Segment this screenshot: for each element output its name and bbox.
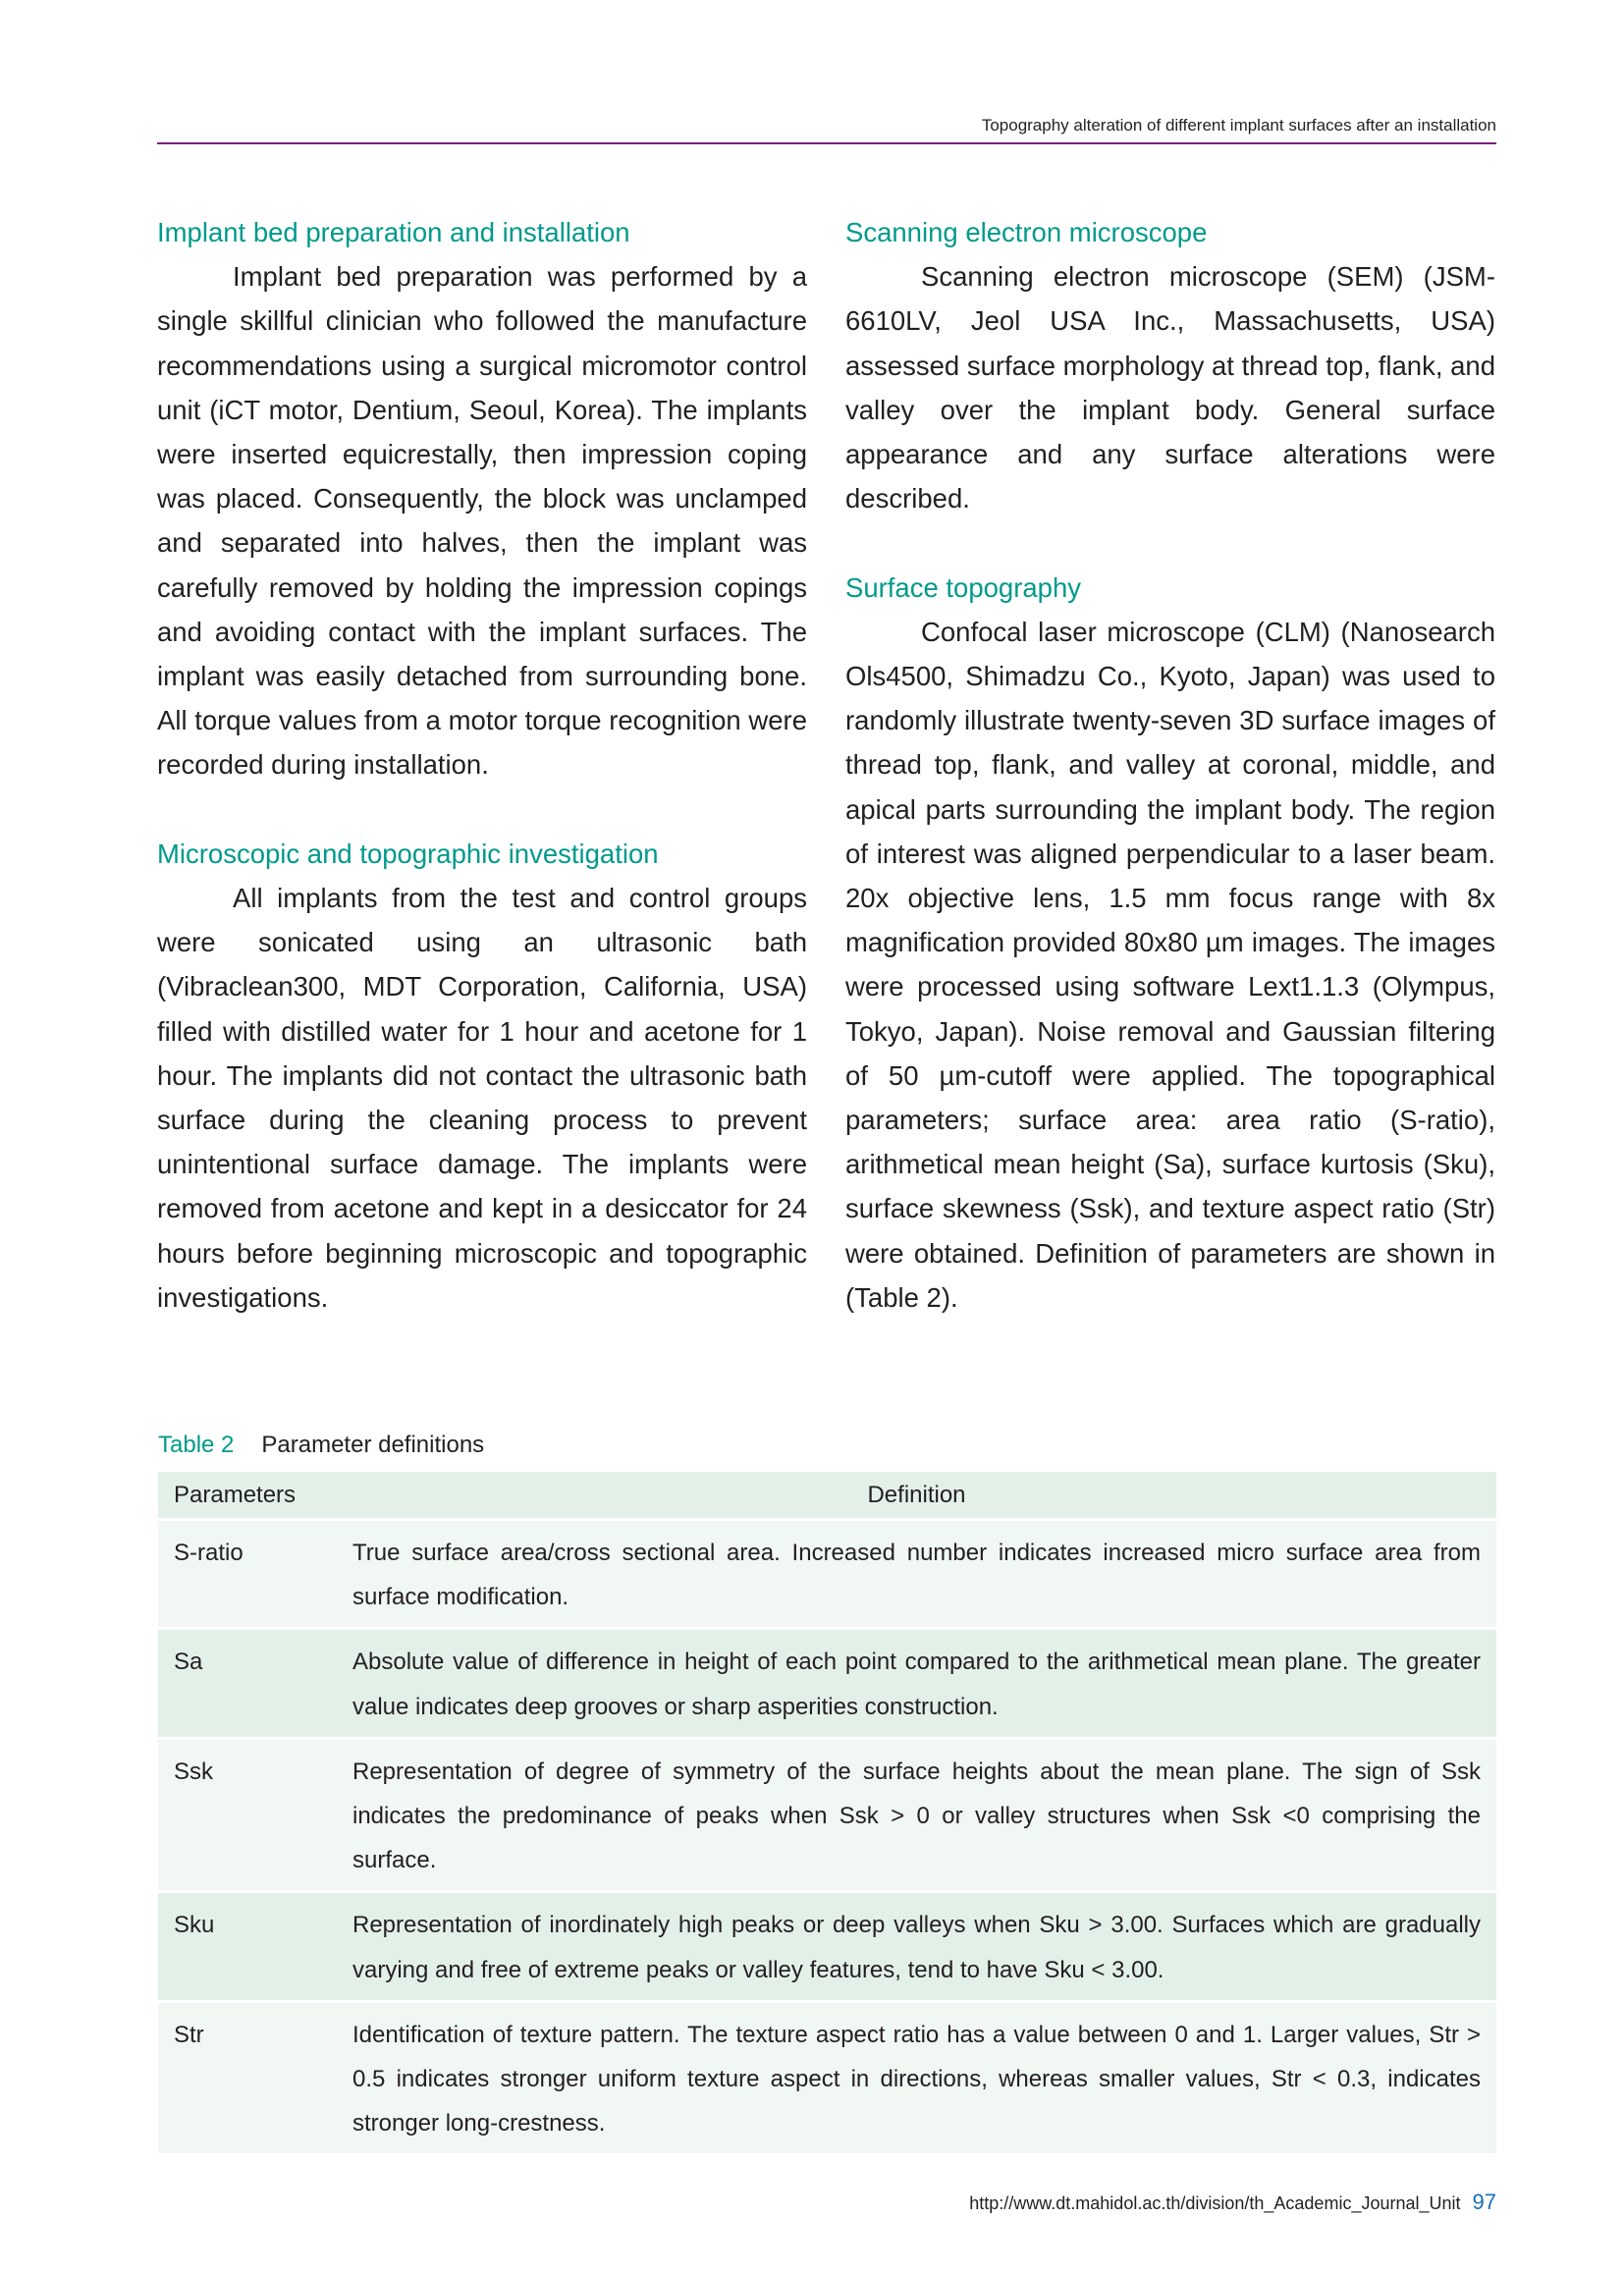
column-header-definition: Definition	[337, 1472, 1496, 1518]
definition-cell: Absolute value of difference in height of each point compared to the arithmetical mean plane. The greater value indicates deep grooves or sharp asperities construction.	[337, 1630, 1496, 1736]
table-row	[158, 1893, 1496, 1999]
parameter-cell: Ssk	[158, 1740, 337, 1891]
table-row	[158, 1740, 1496, 1891]
definition-cell: Representation of degree of symmetry of the surface heights about the mean plane. The sign of Ssk indicates the predominance of peaks when Ssk > 0 or valley structures when Ssk <0 comprising the surface.	[337, 1740, 1496, 1891]
definition-cell: True surface area/cross sectional area. Increased number indicates increased micro surface area from surface modification.	[337, 1521, 1496, 1627]
column-header-parameters: Parameters	[158, 1472, 337, 1518]
section-body-microscopic: All implants from the test and control groups were sonicated using an ultrasonic bath (Vibraclean300, MDT Corporation, California, USA) filled with distilled water for 1 hour and acetone for 1 hour. The implants did not contact the ultrasonic bath surface during the cleaning process to prevent unintentional surface damage. The implants were removed from acetone and kept in a desiccator for 24 hours before beginning microscopic and topographic investigations.	[157, 883, 807, 1313]
section-body-implant-bed: Implant bed preparation was performed by a single skillful clinician who followed the manufacture recommendations using a surgical micromotor control unit (iCT motor, Dentium, Seoul, Korea). The implants were inserted equicrestally, then impression coping was placed. Consequently, the block was unclamped and separated into halves, then the implant was carefully removed by holding the impression copings and avoiding contact with the implant surfaces. The implant was easily detached from surrounding bone. All torque values from a motor torque recognition were recorded during installation.	[157, 261, 807, 781]
table-header-row	[158, 1472, 1496, 1518]
page-number: 97	[1472, 2190, 1496, 2214]
definition-cell: Representation of inordinately high peaks or deep valleys when Sku > 3.00. Surfaces which are gradually varying and free of extreme peaks or valley features, tend to have Sku < 3.00.	[337, 1893, 1496, 1999]
parameter-cell: Str	[158, 2003, 337, 2154]
definition-cell: Identification of texture pattern. The texture aspect ratio has a value between 0 and 1. Larger values, Str > 0.5 indicates stronger uniform texture aspect in directions, whereas smaller values, Str < 0.3, indicates stronger long-crestness.	[337, 2003, 1496, 2154]
footer-url-link[interactable]: http://www.dt.mahidol.ac.th/division/th_Academic_Journal_Unit	[969, 2193, 1461, 2213]
running-title: Topography alteration of different implant surfaces after an installation	[981, 116, 1496, 135]
table-row	[158, 1630, 1496, 1736]
section-heading-surface-topography: Surface topography	[845, 571, 1082, 603]
table-row	[158, 1521, 1496, 1627]
section-heading-sem: Scanning electron microscope	[845, 217, 1208, 247]
parameter-cell: Sku	[158, 1893, 337, 1999]
table-title: Parameter definitions	[261, 1432, 485, 1458]
section-body-sem: Scanning electron microscope (SEM) (JSM-6610LV, Jeol USA Inc., Massachusetts, USA) assessed surface morphology at thread top, flank, and valley over the implant body. General surface appearance and any surface alterations were described.	[845, 261, 1495, 514]
left-column	[157, 210, 807, 1320]
section-heading-implant-bed: Implant bed preparation and installation	[157, 217, 630, 247]
parameter-definitions-table	[158, 1469, 1496, 2156]
header-rule	[157, 142, 1496, 144]
table-caption	[158, 1432, 484, 1459]
right-column	[845, 210, 1495, 1320]
parameter-cell: Sa	[158, 1630, 337, 1736]
section-heading-microscopic: Microscopic and topographic investigation	[157, 838, 659, 869]
page-footer	[969, 2190, 1496, 2215]
section-body-surface-topography: Confocal laser microscope (CLM) (Nanosearch Ols4500, Shimadzu Co., Kyoto, Japan) was used to randomly illustrate twenty-seven 3D surface images of thread top, flank, and valley at coronal, middle, and apical parts surrounding the implant body. The region of interest was aligned perpendicular to a laser beam. 20x objective lens, 1.5 mm focus range with 8x magnification provided 80x80 µm images. The images were processed using software Lext1.1.3 (Olympus, Tokyo, Japan). Noise removal and Gaussian filtering of 50 µm-cutoff were applied. The topographical parameters; surface area: area ratio (S-ratio), arithmetical mean height (Sa), surface kurtosis (Sku), surface skewness (Ssk), and texture aspect ratio (Str) were obtained. Definition of parameters are shown in (Table 2).	[845, 616, 1495, 1313]
table-number: Table 2	[158, 1432, 235, 1458]
table-row	[158, 2003, 1496, 2154]
parameter-cell: S-ratio	[158, 1521, 337, 1627]
